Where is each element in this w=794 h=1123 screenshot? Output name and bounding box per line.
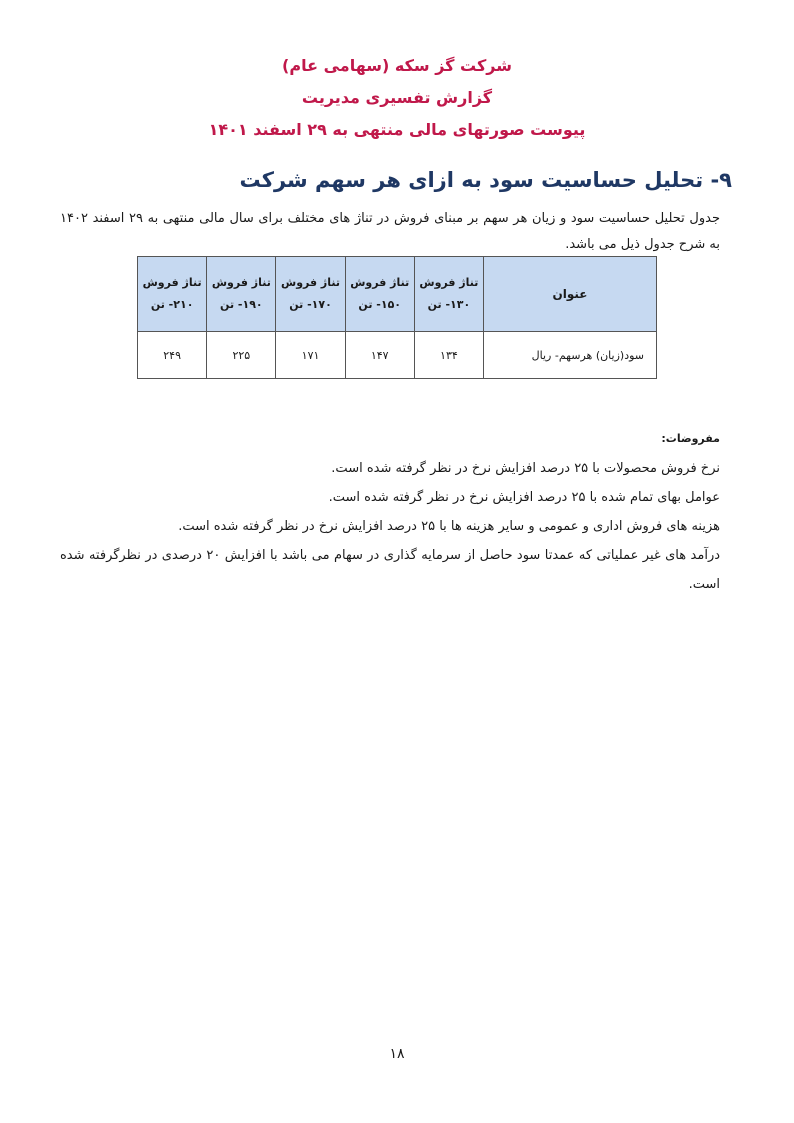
table-header-col-150: تناژ فروش ۱۵۰- تن	[345, 257, 414, 332]
table-cell: ۱۳۴	[414, 332, 483, 379]
sensitivity-table	[137, 256, 657, 379]
page-number: ۱۸	[389, 1046, 405, 1062]
table-header-col-170: تناژ فروش ۱۷۰- تن	[276, 257, 345, 332]
company-name: شرکت گز سکه (سهامی عام)	[282, 56, 512, 75]
table-header-col-130: تناژ فروش ۱۳۰- تن	[414, 257, 483, 332]
list-item: هزینه های فروش اداری و عمومی و سایر هزینه ها با ۲۵ درصد افزایش نرخ در نظر گرفته شده است.	[178, 519, 720, 534]
table-cell: ۱۷۱	[276, 332, 345, 379]
table-cell: ۲۲۵	[207, 332, 276, 379]
list-item: درآمد های غیر عملیاتی که عمدتا سود حاصل از سرمایه گذاری در سهام می باشد با افزایش ۲۰ درصدی در نظرگرفته شده است.	[60, 548, 721, 592]
report-header	[0, 50, 794, 146]
table-header-col-210: تناژ فروش ۲۱۰- تن	[138, 257, 207, 332]
report-title: گزارش تفسیری مدیریت	[301, 88, 493, 107]
table-cell: ۲۴۹	[138, 332, 207, 379]
section-title: ۹- تحلیل حساسیت سود به ازای هر سهم شرکت	[239, 168, 732, 192]
report-subtitle: پیوست صورتهای مالی منتهی به ۲۹ اسفند ۱۴۰۱	[208, 120, 586, 139]
list-item: نرخ فروش محصولات با ۲۵ درصد افزایش نرخ در نظر گرفته شده است.	[331, 461, 720, 476]
section-intro: جدول تحلیل حساسیت سود و زیان هر سهم بر مبنای فروش در تناژ های مختلف برای سال مالی منتهی به ۲۹ اسفند ۱۴۰۲ به شرح جدول ذیل می باشد.	[60, 211, 721, 252]
table-header-col-190: تناژ فروش ۱۹۰- تن	[207, 257, 276, 332]
assumptions-list	[60, 454, 720, 599]
table-cell: ۱۴۷	[345, 332, 414, 379]
assumptions-label: مفروضات:	[661, 432, 720, 445]
table-row-label: سود(زیان) هرسهم- ریال	[484, 332, 657, 379]
table-row	[138, 332, 657, 379]
list-item: عوامل بهای تمام شده با ۲۵ درصد افزایش نرخ در نظر گرفته شده است.	[328, 490, 720, 505]
table-header-title: عنوان	[484, 257, 657, 332]
table-header-row	[138, 257, 657, 332]
